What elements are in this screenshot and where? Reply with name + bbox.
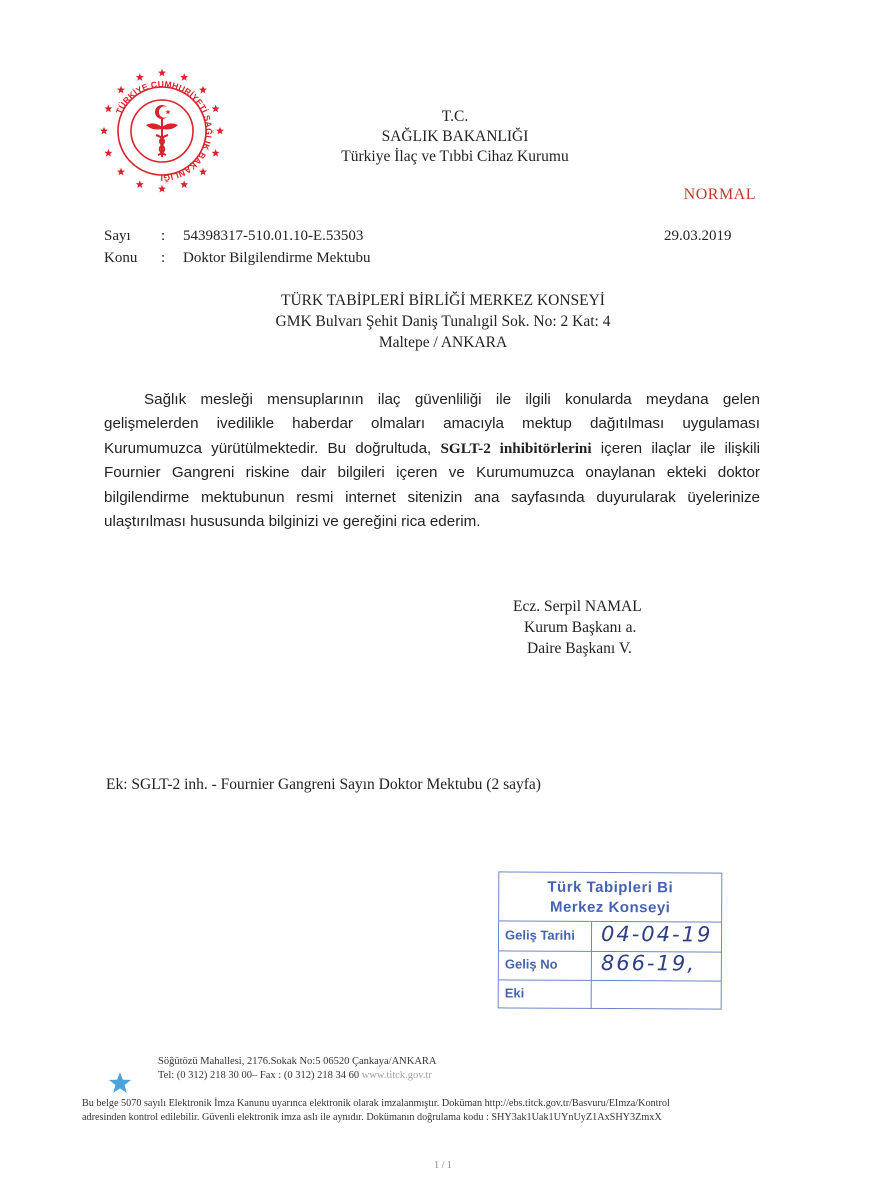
stamp-date-value: 04-04-19 [600, 921, 713, 947]
stamp-date-label: Geliş Tarihi [504, 927, 575, 943]
ministry-seal-logo [96, 65, 228, 197]
meta-row-konu [104, 250, 804, 272]
document-date: 29.03.2019 [664, 228, 732, 244]
attachment-note: Ek: SGLT-2 inh. - Fournier Gangreni Sayın Doktor Mektubu (2 sayfa) [106, 776, 541, 793]
svg-text:TÜRKİYE CUMHURİYETİ SAĞLIK BAK: TÜRKİYE CUMHURİYETİ SAĞLIK BAKANLIĞI [113, 78, 215, 184]
seal-star-icon [136, 180, 144, 188]
seal-star-icon [158, 185, 166, 193]
sayi-colon: : [161, 228, 166, 244]
stamp-attachment-label: Eki [504, 985, 525, 1001]
signer-name: Ecz. Serpil NAMAL [513, 598, 642, 615]
seal-star-icon [216, 127, 224, 135]
stamp-title-2: Merkez Konseyi [549, 898, 671, 917]
header-line-ministry: SAĞLIK BAKANLIĞI [381, 128, 529, 145]
seal-star-icon [199, 168, 207, 176]
body-part-1: Sağlık mesleği mensuplarının ilaç güvenliliği ile ilgili konularda meydana gelen gelişmelerden ivedilikle haberdar olmaları amacıyla mektup dağıtılması uygulaması Kurumumuzca yürütülmektedir. Bu doğrultuda, [104, 391, 760, 457]
stamp-title-1: Türk Tabipleri Bi [547, 878, 674, 897]
footer-web: www.titck.gov.tr [361, 1070, 432, 1081]
seal-star-icon [180, 73, 188, 81]
seal-star-icon [199, 86, 207, 94]
seal-star-icon [180, 180, 188, 188]
body-part-2: içeren ilaçlar ile ilişkili Fournier Gangreni riskine dair bilgileri içeren ve Kurumumuzca onaylanan ekteki doktor bilgilendirme mektubunun resmi internet sitenizin ana sayfasında duyurularak üyelerinize ulaştırılması hususunda bilginizi ve gereğini rica ederim. [104, 439, 760, 531]
seal-star-icon [212, 149, 220, 157]
page-number: 1 / 1 [434, 1160, 452, 1171]
recipient-address: GMK Bulvarı Şehit Daniş Tunalıgil Sok. No: 2 Kat: 4 [275, 313, 611, 330]
e-signature-note-line-1: Bu belge 5070 sayılı Elektronik İmza Kanunu uyarınca elektronik olarak imzalanmıştır. Doküman http://ebs.titck.gov.tr/Basvuru/EImza/Kontrol [82, 1098, 670, 1109]
stamp-row-number [499, 950, 721, 981]
konu-value: Doktor Bilgilendirme Mektubu [183, 250, 371, 266]
konu-colon: : [161, 250, 166, 266]
konu-label: Konu [104, 250, 138, 266]
star-logo-icon [108, 1071, 132, 1095]
letter-body [104, 388, 760, 534]
classification-label: NORMAL [683, 186, 756, 203]
header-line-tc: T.C. [441, 108, 469, 125]
stamp-row-date [499, 921, 721, 952]
stamp-number-label: Geliş No [504, 956, 558, 972]
sayi-value: 54398317-510.01.10-E.53503 [183, 228, 364, 244]
header-line-agency: Türkiye İlaç ve Tıbbi Cihaz Kurumu [341, 148, 569, 165]
seal-star-icon [158, 69, 166, 77]
stamp-row-attachment [499, 979, 721, 1009]
footer-address-block [158, 1055, 437, 1083]
footer-phone: Tel: (0 312) 218 30 00– Fax : (0 312) 218 34 60 [158, 1070, 360, 1081]
seal-star-icon [100, 127, 108, 135]
seal-star-icon [104, 149, 112, 157]
stamp-number-value: 866-19, [600, 950, 697, 976]
receipt-stamp [498, 871, 723, 1009]
recipient-city: Maltepe / ANKARA [378, 334, 508, 351]
stamp-grid [499, 920, 721, 1009]
body-bold-term: SGLT-2 inhibitörlerini [440, 439, 592, 457]
seal-star-icon [104, 105, 112, 113]
recipient-name: TÜRK TABİPLERİ BİRLİĞİ MERKEZ KONSEYİ [281, 292, 605, 309]
sayi-label: Sayı [104, 228, 131, 244]
signer-title-2: Daire Başkanı V. [527, 640, 632, 657]
seal-star-icon [136, 73, 144, 81]
footer-address: Söğütözü Mahallesi, 2176.Sokak No:5 06520 Çankaya/ANKARA [158, 1056, 437, 1067]
seal-star-icon [117, 86, 125, 94]
signer-title-1: Kurum Başkanı a. [524, 619, 637, 636]
footer-contact [158, 1069, 437, 1083]
e-signature-note-line-2: adresinden kontrol edilebilir. Güvenli elektronik imza aslı ile aynıdır. Dokümanın doğrulama kodu : SHY3ak1Uak1UYnUyZ1AxSHY3ZmxX [82, 1111, 662, 1123]
seal-star-icon [212, 105, 220, 113]
e-signature-note [82, 1097, 782, 1124]
seal-star-icon [117, 168, 125, 176]
